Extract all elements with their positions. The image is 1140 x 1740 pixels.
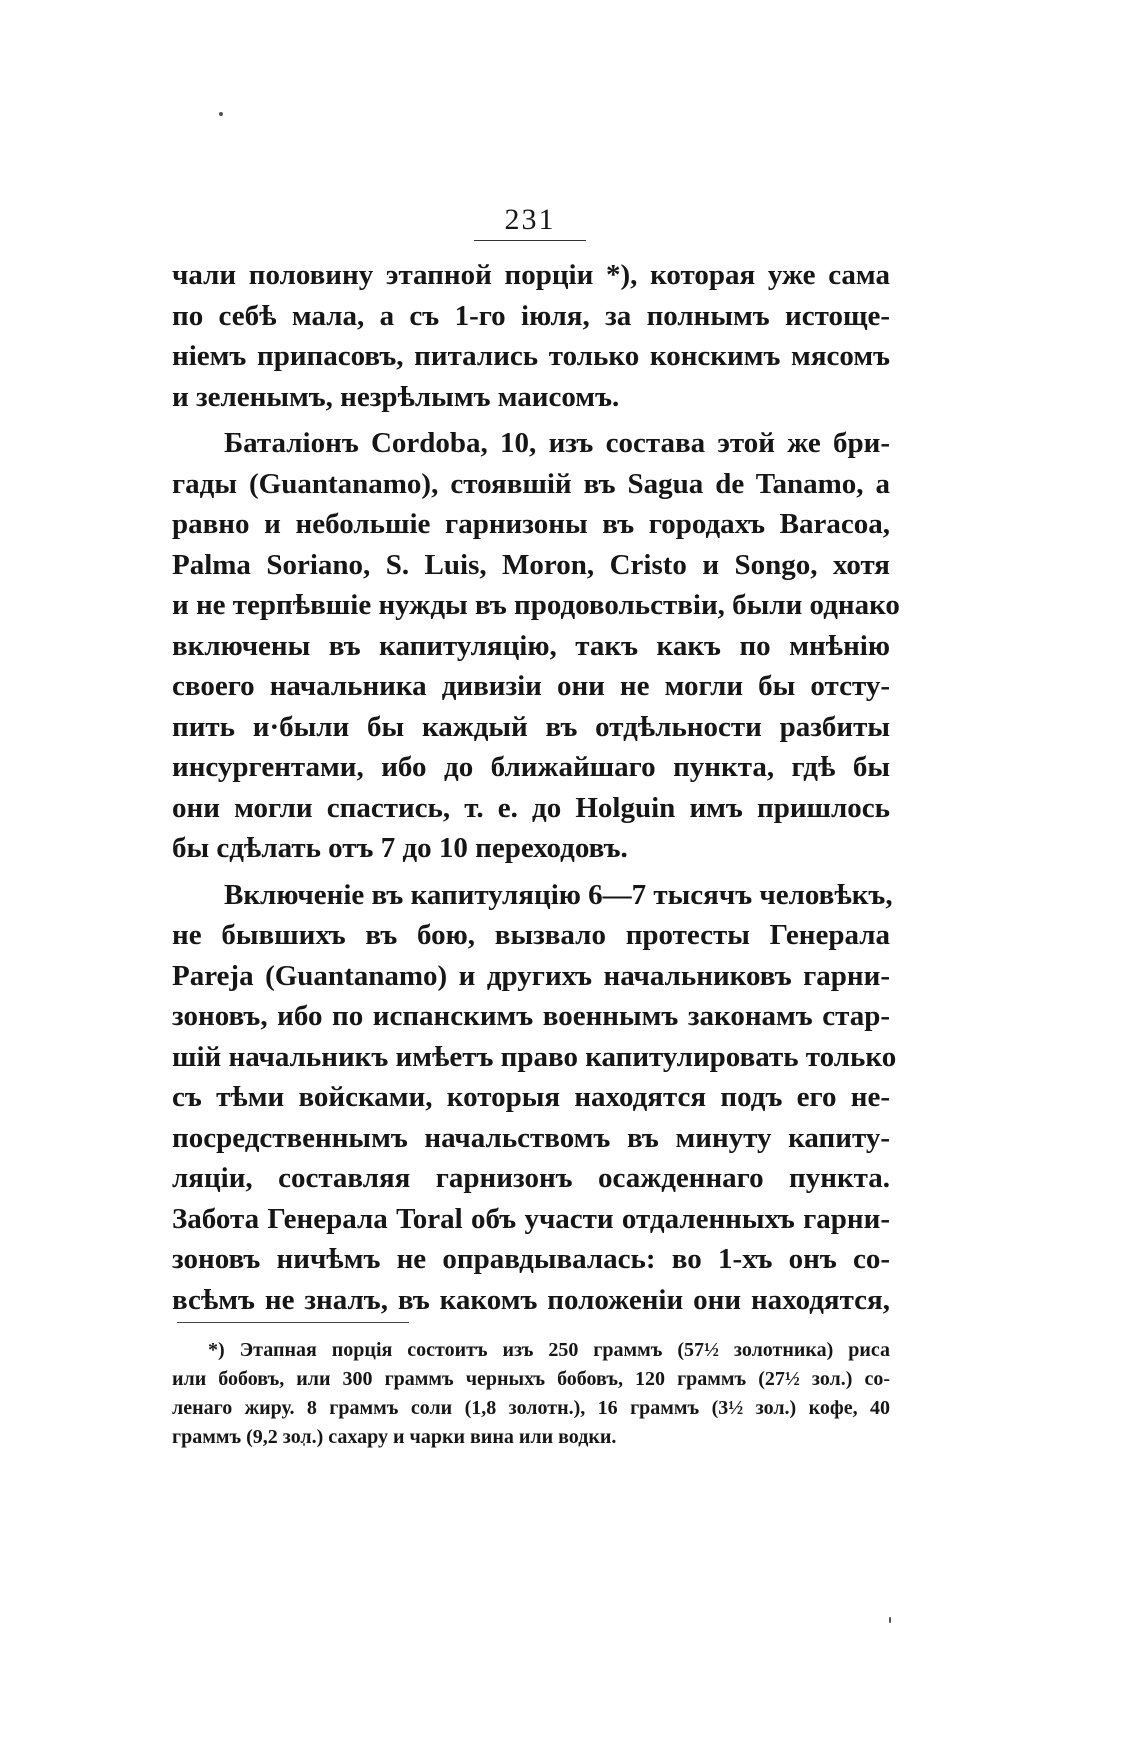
text-line: Баталіонъ Cordoba, 10, изъ состава этой же бри- bbox=[224, 427, 890, 459]
text-line: всѣмъ не зналъ, въ какомъ положеніи они находятся, bbox=[172, 1283, 890, 1316]
text-line: своего начальника дивизіи они не могли бы отсту- bbox=[172, 670, 890, 702]
text-line: Забота Генерала Toral объ участи отдаленныхъ гарни- bbox=[172, 1202, 890, 1235]
text-line: бы сдѣлать отъ 7 до 10 переходовъ. bbox=[172, 832, 628, 864]
text-line: съ тѣми войсками, которыя находятся подъ его не- bbox=[172, 1081, 890, 1113]
text-line: не бывшихъ въ бою, вызвало протесты Генерала bbox=[172, 919, 890, 951]
text-line: чали половину этапной порціи *), которая уже сама bbox=[172, 259, 890, 291]
footnote-line: или бобовъ, или 300 граммъ черныхъ бобовъ, 120 граммъ (27½ зол.) со- bbox=[172, 1368, 890, 1390]
text-line: они могли спастись, т. е. до Holguin имъ пришлось bbox=[172, 791, 890, 824]
text-line: Включеніе въ капитуляцію 6—7 тысячъ человѣкъ, bbox=[224, 878, 893, 911]
footnote bbox=[172, 1336, 890, 1452]
body-text bbox=[172, 255, 900, 1320]
text-line: зоновъ ничѣмъ не оправдывалась: во 1-хъ онъ со- bbox=[172, 1243, 890, 1275]
text-line: и не терпѣвшіе нужды въ продовольствіи, были однако bbox=[172, 589, 900, 621]
stray-mark bbox=[219, 112, 223, 116]
footnote-line: ленаго жиру. 8 граммъ соли (1,8 золотн.), 16 граммъ (3½ зол.) кофе, 40 bbox=[172, 1397, 890, 1419]
text-line: ніемъ припасовъ, питались только конскимъ мясомъ bbox=[172, 340, 890, 372]
text-line: Pareja (Guantanamo) и другихъ начальниковъ гарни- bbox=[172, 959, 890, 992]
page-number: 231 bbox=[504, 203, 556, 236]
page-number-rule bbox=[474, 240, 586, 241]
footnote-rule bbox=[177, 1322, 409, 1323]
stray-mark bbox=[889, 1617, 891, 1623]
footnote-line: *) Этапная порція состоитъ изъ 250 граммъ (57½ золотника) риса bbox=[208, 1339, 890, 1361]
text-line: пить и·были бы каждый въ отдѣльности разбиты bbox=[172, 710, 890, 743]
text-line: по себѣ мала, а съ 1-го іюля, за полнымъ истоще- bbox=[172, 299, 890, 332]
text-line: зоновъ, ибо по испанскимъ военнымъ законамъ стар- bbox=[172, 1000, 890, 1032]
text-line: гады (Guantanamo), стоявшій въ Sagua de Tanamo, а bbox=[172, 467, 890, 500]
text-line: включены въ капитуляцію, такъ какъ по мнѣнію bbox=[172, 629, 890, 662]
text-line: и зеленымъ, незрѣлымъ маисомъ. bbox=[172, 380, 620, 413]
text-line: инсургентами, ибо до ближайшаго пункта, гдѣ бы bbox=[172, 751, 890, 783]
text-line: шій начальникъ имѣетъ право капитулировать только bbox=[172, 1040, 897, 1073]
footnote-line: граммъ (9,2 зол.) сахару и чарки вина или водки. bbox=[172, 1426, 617, 1448]
text-line: равно и небольшіе гарнизоны въ городахъ Baracoa, bbox=[172, 508, 890, 540]
text-line: посредственнымъ начальствомъ въ минуту капиту- bbox=[172, 1121, 890, 1154]
text-line: ляціи, составляя гарнизонъ осажденнаго пункта. bbox=[172, 1162, 890, 1194]
text-line: Palma Soriano, S. Luis, Moron, Cristo и Songo, хотя bbox=[172, 548, 890, 581]
